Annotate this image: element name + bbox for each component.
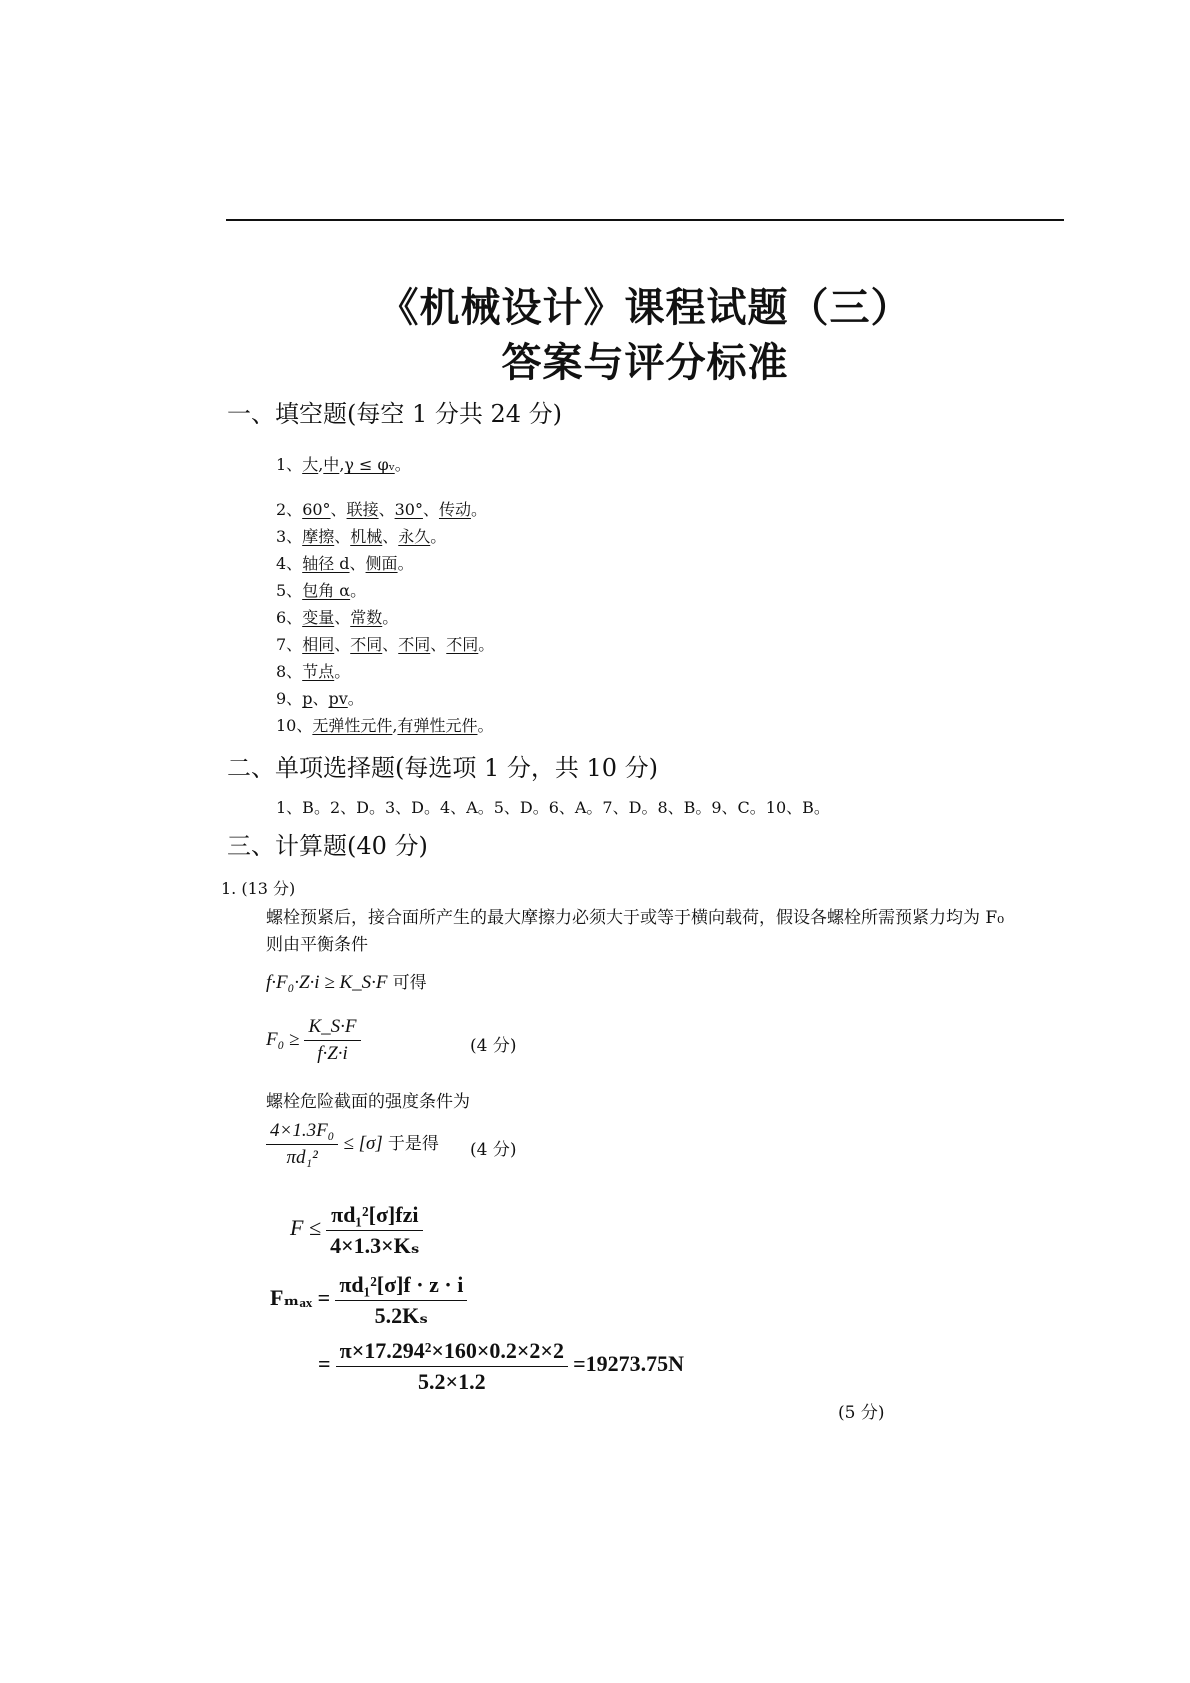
score-mark: (4 分) xyxy=(470,1140,517,1160)
section-heading-fill-blank: 一、填空题(每空 1 分共 24 分) xyxy=(227,400,563,428)
separator: 、 xyxy=(349,554,366,573)
fraction-numerator: πd₁²[σ]f · z · i xyxy=(335,1272,467,1301)
item-number: 5、 xyxy=(276,581,303,600)
fraction-denominator: 4×1.3×Kₛ xyxy=(330,1233,420,1258)
header-rule xyxy=(226,219,1064,221)
equation-rhs: ≤ [σ] xyxy=(343,1133,383,1154)
fraction-denominator: πd₁² xyxy=(286,1147,318,1168)
answer-blank: 中 xyxy=(323,455,340,474)
equation-lhs: = xyxy=(318,1351,331,1376)
answer-blank: 节点 xyxy=(302,662,335,681)
item-number: 1、 xyxy=(276,455,303,474)
fraction-numerator: K_S·F xyxy=(304,1016,360,1041)
answer-blank: 包角 α xyxy=(302,581,351,600)
fraction xyxy=(335,1272,467,1329)
separator: 、 xyxy=(312,689,329,708)
equation-max-load xyxy=(270,1272,467,1329)
fraction-denominator: 5.2×1.2 xyxy=(418,1369,486,1394)
item-end: 。 xyxy=(477,716,494,735)
answer-blank: 不同 xyxy=(350,635,383,654)
item-number: 2、 xyxy=(276,500,303,519)
answer-blank: 30° xyxy=(394,500,423,519)
separator: , xyxy=(318,455,324,474)
separator: 、 xyxy=(334,527,351,546)
item-end: 。 xyxy=(478,635,495,654)
answer-blank: 无弹性元件 xyxy=(312,716,393,735)
answer-blank: 机械 xyxy=(350,527,383,546)
fraction xyxy=(326,1202,423,1259)
answer-blank: 变量 xyxy=(302,608,335,627)
equation-load-bound xyxy=(290,1202,423,1259)
fill-blank-item xyxy=(276,713,494,736)
answer-blank: 有弹性元件 xyxy=(397,716,478,735)
item-number: 8、 xyxy=(276,662,303,681)
item-number: 3、 xyxy=(276,527,303,546)
fill-blank-item xyxy=(276,524,446,547)
answer-blank: 摩擦 xyxy=(302,527,335,546)
item-number: 9、 xyxy=(276,689,303,708)
fill-blank-item xyxy=(276,452,411,475)
separator: , xyxy=(339,455,345,474)
fraction-numerator: 4×1.3F₀ xyxy=(266,1120,338,1145)
equation-result: =19273.75N xyxy=(573,1351,685,1376)
score-mark: (4 分) xyxy=(470,1036,517,1056)
score-mark: (5 分) xyxy=(838,1403,885,1423)
answer-blank: 大 xyxy=(302,455,319,474)
separator: 、 xyxy=(422,500,439,519)
separator: 、 xyxy=(430,635,447,654)
fill-blank-item xyxy=(276,551,414,574)
item-end: 。 xyxy=(382,608,399,627)
item-end: 。 xyxy=(394,455,411,474)
question-1-paragraph-3: 螺栓危险截面的强度条件为 xyxy=(266,1092,470,1112)
item-number: 7、 xyxy=(276,635,303,654)
equation-lhs: F₀ ≥ xyxy=(266,1029,300,1050)
fill-blank-item xyxy=(276,605,398,628)
separator: 、 xyxy=(382,635,399,654)
single-choice-answers: 1、B。2、D。3、D。4、A。5、D。6、A。7、D。8、B。9、C。10、B。 xyxy=(276,798,830,817)
item-end: 。 xyxy=(350,581,367,600)
item-end: 。 xyxy=(397,554,414,573)
item-end: 。 xyxy=(430,527,447,546)
answer-blank: 不同 xyxy=(446,635,479,654)
answer-blank: 永久 xyxy=(398,527,431,546)
item-end: 。 xyxy=(470,500,487,519)
fill-blank-item xyxy=(276,659,350,682)
fraction-denominator: f·Z·i xyxy=(317,1043,348,1064)
question-1-paragraph: 螺栓预紧后，接合面所产生的最大摩擦力必须大于或等于横向载荷，假设各螺栓所需预紧力均为 F₀ xyxy=(266,908,1005,928)
item-end: 。 xyxy=(334,662,351,681)
fill-blank-item xyxy=(276,497,487,520)
fraction-numerator: πd₁²[σ]fzi xyxy=(326,1202,423,1231)
fraction xyxy=(336,1338,568,1395)
answer-blank: 传动 xyxy=(438,500,471,519)
equation-suffix: 于是得 xyxy=(387,1134,439,1154)
answer-blank: γ ≤ φᵥ xyxy=(344,455,395,474)
section-heading-calculation: 三、计算题(40 分) xyxy=(227,832,428,860)
separator: 、 xyxy=(334,608,351,627)
equation-suffix: 可得 xyxy=(392,973,427,993)
equation-text: f·F₀·Z·i ≥ K_S·F xyxy=(266,972,388,993)
fraction-numerator: π×17.294²×160×0.2×2×2 xyxy=(336,1338,568,1367)
separator: 、 xyxy=(382,527,399,546)
fill-blank-item xyxy=(276,578,366,601)
answer-blank: 常数 xyxy=(350,608,383,627)
section-heading-single-choice: 二、单项选择题(每选项 1 分，共 10 分) xyxy=(227,754,659,782)
equation-strength xyxy=(266,1120,439,1169)
separator: 、 xyxy=(330,500,347,519)
question-1-paragraph-2: 则由平衡条件 xyxy=(266,935,368,955)
item-end: 。 xyxy=(347,689,364,708)
question-1-label: 1. (13 分) xyxy=(221,879,296,898)
item-number: 6、 xyxy=(276,608,303,627)
answer-blank: 侧面 xyxy=(365,554,398,573)
answer-blank: pv xyxy=(328,689,348,708)
fraction xyxy=(266,1120,338,1169)
equation-preload xyxy=(266,1016,361,1065)
item-number: 4、 xyxy=(276,554,303,573)
separator: 、 xyxy=(378,500,395,519)
page-title: 《机械设计》课程试题（三） xyxy=(378,285,912,331)
item-number: 10、 xyxy=(276,716,313,735)
separator: 、 xyxy=(334,635,351,654)
equation-numeric-result xyxy=(318,1338,684,1395)
answer-blank: 相同 xyxy=(302,635,335,654)
equation-equilibrium xyxy=(266,968,427,994)
page-subtitle: 答案与评分标准 xyxy=(501,340,789,386)
answer-blank: 60° xyxy=(302,500,331,519)
separator: , xyxy=(392,716,398,735)
equation-lhs: F ≤ xyxy=(290,1215,322,1240)
fraction xyxy=(304,1016,360,1065)
fraction-denominator: 5.2Kₛ xyxy=(374,1303,428,1328)
fill-blank-item xyxy=(276,686,364,709)
answer-blank: 联接 xyxy=(346,500,379,519)
answer-blank: p xyxy=(302,689,313,708)
fill-blank-item xyxy=(276,632,494,655)
answer-blank: 不同 xyxy=(398,635,431,654)
answer-blank: 轴径 d xyxy=(302,554,350,573)
equation-lhs: Fₘₐₓ = xyxy=(270,1285,331,1310)
